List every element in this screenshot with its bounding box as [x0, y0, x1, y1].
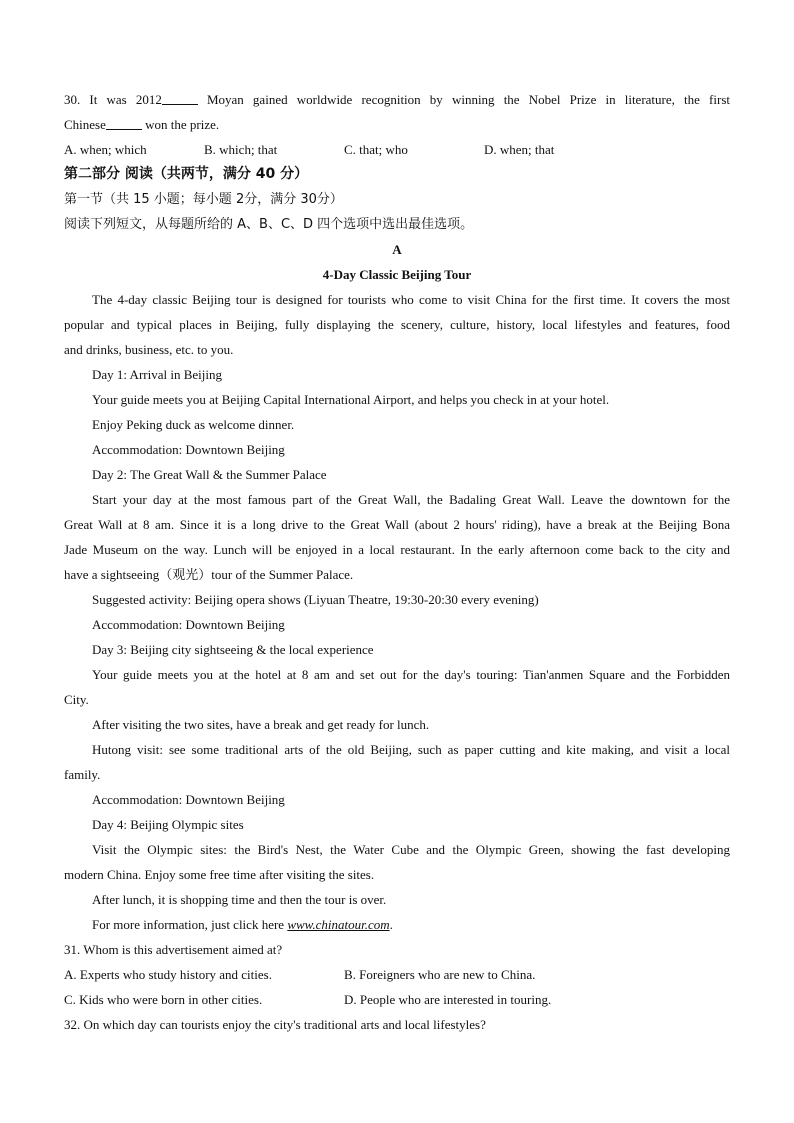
day2-suggested-activity: Suggested activity: Beijing opera shows (Liyuan Theatre, 19:30-20:30 every evening): [92, 592, 539, 607]
day2-line-4: have a sightseeing（观光）tour of the Summer Palace.: [64, 567, 354, 582]
q31-options-row-2: [64, 987, 730, 1012]
q30-line-1: [64, 87, 730, 112]
day2-title: Day 2: The Great Wall & the Summer Palace: [92, 467, 327, 482]
day2-line-3: Jade Museum on the way. Lunch will be enjoyed in a local restaurant. In the early afternoon come back to the city and: [64, 542, 730, 557]
exam-page: [64, 87, 730, 1037]
chinatour-link[interactable]: www.chinatour.com: [287, 917, 390, 932]
answer-blank: [162, 91, 198, 105]
more-info-end: .: [389, 917, 393, 932]
day4-line-2: modern China. Enjoy some free time after visiting the sites.: [64, 867, 375, 882]
q30-text-a: 30. It was 2012: [64, 92, 162, 107]
q31-option-a: A. Experts who study history and cities.: [64, 967, 272, 982]
q31-option-c: C. Kids who were born in other cities.: [64, 992, 263, 1007]
q31-question: 31. Whom is this advertisement aimed at?: [64, 942, 283, 957]
q30-options: [64, 137, 730, 162]
q30-option-c: C. that; who: [344, 142, 408, 157]
passage-letter: A: [392, 242, 402, 257]
day3-line-5: family.: [64, 767, 101, 782]
day3-line-4: Hutong visit: see some traditional arts of the old Beijing, such as paper cutting and kite making, and visit a local: [92, 742, 730, 757]
day1-line-2: Enjoy Peking duck as welcome dinner.: [92, 417, 295, 432]
q31-option-d: D. People who are interested in touring.: [344, 992, 552, 1007]
day3-line-2: City.: [64, 692, 89, 707]
day4-line-1: Visit the Olympic sites: the Bird's Nest, the Water Cube and the Olympic Green, showing the fast developing: [92, 842, 730, 857]
q31-option-b: B. Foreigners who are new to China.: [344, 967, 536, 982]
q30-option-d: D. when; that: [484, 142, 555, 157]
day2-accommodation: Accommodation: Downtown Beijing: [92, 617, 285, 632]
answer-blank: [106, 116, 142, 130]
q30-option-a: A. when; which: [64, 142, 147, 157]
reading-instruction: 阅读下列短文，从每题所给的 A、B、C、D 四个选项中选出最佳选项。: [64, 217, 474, 232]
q30-text-d: won the prize.: [145, 117, 220, 132]
intro-line-1: The 4-day classic Beijing tour is designed for tourists who come to visit China for the first time. It covers the most: [92, 292, 730, 307]
passage-title: 4-Day Classic Beijing Tour: [322, 267, 472, 282]
day1-title: Day 1: Arrival in Beijing: [92, 367, 222, 382]
day1-line-1: Your guide meets you at Beijing Capital International Airport, and helps you check in at your hotel.: [92, 392, 610, 407]
day1-accommodation: Accommodation: Downtown Beijing: [92, 442, 285, 457]
q31-options-row-1: [64, 962, 730, 987]
day3-line-3: After visiting the two sites, have a break and get ready for lunch.: [92, 717, 430, 732]
q30-text-b: Moyan gained worldwide recognition by winning the Nobel Prize in literature, the first: [206, 92, 730, 107]
intro-line-3: and drinks, business, etc. to you.: [64, 342, 234, 357]
part2-heading: 第二部分 阅读（共两节，满分 40 分）: [64, 166, 309, 182]
day3-line-1: Your guide meets you at the hotel at 8 am and set out for the day's touring: Tian'anmen Square and the Forbidden: [92, 667, 730, 682]
more-info-text: For more information, just click here: [92, 917, 288, 932]
more-info: [64, 912, 730, 937]
day2-line-2: Great Wall at 8 am. Since it is a long drive to the Great Wall (about 2 hours' riding), have a break at the Beijing Bona: [64, 517, 730, 532]
day3-title: Day 3: Beijing city sightseeing & the local experience: [92, 642, 374, 657]
q32-question: 32. On which day can tourists enjoy the city's traditional arts and local lifestyles?: [64, 1017, 486, 1032]
day4-line-3: After lunch, it is shopping time and then the tour is over.: [92, 892, 387, 907]
day3-accommodation: Accommodation: Downtown Beijing: [92, 792, 285, 807]
day2-line-1: Start your day at the most famous part of the Great Wall, the Badaling Great Wall. Leave the downtown for the: [92, 492, 730, 507]
section1-heading: 第一节（共 15 小题；每小题 2分，满分 30分）: [64, 192, 343, 207]
intro-line-2: popular and typical places in Beijing, fully displaying the scenery, culture, history, local lifestyles and features, food: [64, 317, 730, 332]
q30-line-2: [64, 112, 730, 137]
q30-option-b: B. which; that: [204, 142, 278, 157]
q30-text-c: Chinese: [64, 117, 106, 132]
day4-title: Day 4: Beijing Olympic sites: [92, 817, 244, 832]
